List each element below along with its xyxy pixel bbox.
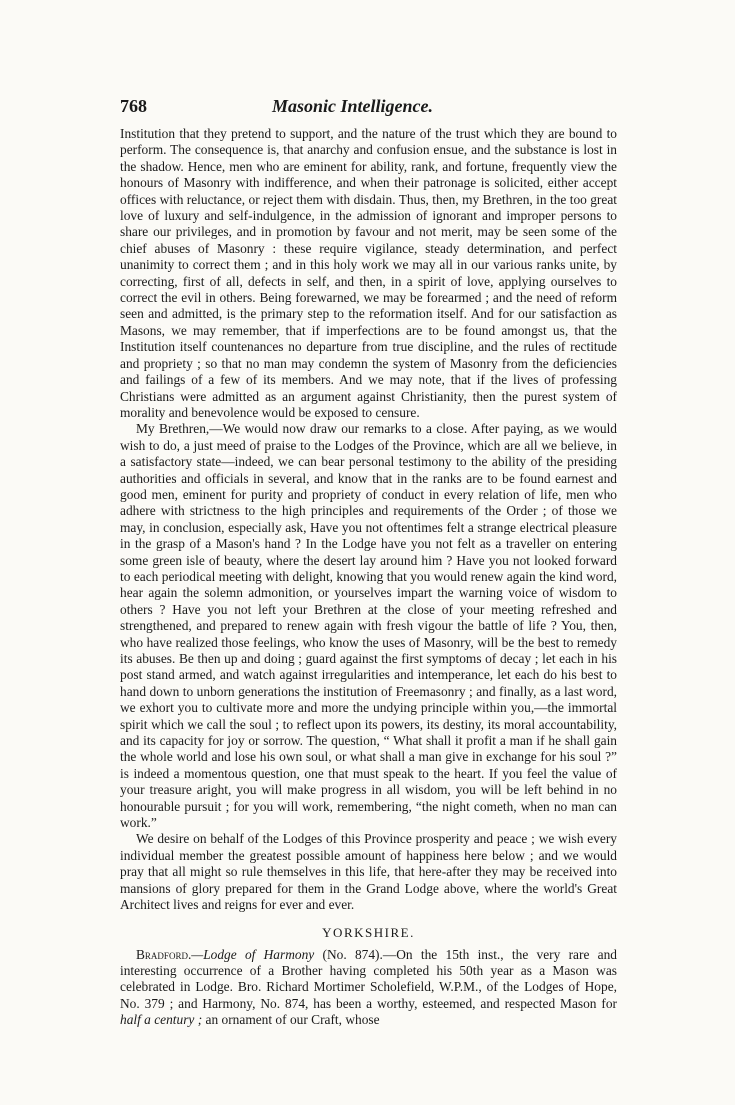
bradford-paragraph — [120, 947, 617, 1029]
bradford-text-1: (No. 874).—On the 15th inst., the very rare and interesting occurrence of a Brother having completed his 50th year as a Mason was celebrated in Lodge. Bro. Richard Mortimer Scholefield, W.P.M., of the Lodges of Hope, No. 379 ; and Harmony, No. 874, has been a worthy, esteemed, and respected Mason for — [120, 946, 618, 1011]
page-number: 768 — [120, 96, 147, 116]
bradford-emphasis: half a century ; — [120, 1012, 203, 1028]
lodge-name: —Lodge of Harmony — [191, 946, 315, 962]
place-name: Bradford. — [136, 946, 192, 962]
article-body — [120, 126, 617, 1029]
running-head: Masonic Intelligence. — [272, 96, 433, 116]
paragraph-3: We desire on behalf of the Lodges of this Province prosperity and peace ; we wish every individual member the greatest possible amount of happiness here below ; and we would pray that all might so rule themselves in this life, that here-after they may be received into mansions of glory prepared for them in the Grand Lodge above, where the world's Great Architect lives and reigns for ever and ever. — [120, 831, 617, 913]
paragraph-1: Institution that they pretend to support, and the nature of the trust which they are bound to perform. The consequence is, that anarchy and confusion ensue, and the substance is lost in the shadow. Hence, men who are eminent for ability, rank, and fortune, frequently view the honours of Masonry with indifference, and when their patronage is solicited, either accept offices with reluctance, or reject them with disdain. Thus, then, my Brethren, in the too great love of luxury and self-indulgence, in the admission of ignorant and improper persons to share our privileges, and in promotion by favour and not merit, may be seen some of the chief abuses of Masonry : these require vigilance, steady determination, and perfect unanimity to correct them ; and in this holy work we may all in our various ranks unite, by correcting, first of all, defects in self, and then, in a spirit of love, applying ourselves to correct the evil in others. Being forewarned, we may be forearmed ; and the need of reform seen and admitted, is the primary step to the reformation itself. And for our satisfaction as Masons, we may remember, that if imperfections are to be found amongst us, that the Institution itself countenances no departure from true discipline, and the rules of rectitude and propriety ; so that no man may condemn the system of Masonry from the deficiencies and failings of a few of its members. And we may note, that if the lives of professing Christians were admitted as an argument against Christianity, then the purest system of morality and benevolence would be exposed to censure. — [120, 126, 617, 420]
paragraph-2: My Brethren,—We would now draw our remarks to a close. After paying, as we would wish to do, a just meed of praise to the Lodges of the Province, which are all we believe, in a satisfactory state—indeed, we can bear personal testimony to the ability of the presiding authorities and officials in several, and know that in the ranks are to be found earnest and good men, eminent for purity and propriety of conduct in every relation of life, men who adhere with strictness to the high principles and requirements of the Order ; of those we may, in conclusion, especially ask, Have you not oftentimes felt a strange electrical pleasure in the grasp of a Mason's hand ? In the Lodge have you not felt as a traveller on entering some green isle of beauty, where the desert lay around him ? Have you not looked forward to each periodical meeting with delight, knowing that you would renew again the kind word, hear again the solemn admonition, or yourselves impart the warning voice of wisdom to others ? Have you not left your Brethren at the close of your meeting refreshed and strengthened, and prepared to renew again with fresh vigour the battle of life ? You, then, who have realized those feelings, who know the uses of Masonry, will be the best to remedy its abuses. Be then up and doing ; guard against the first symptoms of decay ; let each in his post stand armed, and watch against irregularities and intemperance, let each do his best to hand down to unborn generations the institution of Freemasonry ; and finally, as a last word, we exhort you to cultivate more and more the undying principle within you,—the immortal spirit which we call the soul ; to reflect upon its powers, its destiny, its moral accountability, and its capacity for joy or sorrow. The question, “ What shall it profit a man if he shall gain the whole world and lose his own soul, or what shall a man give in exchange for his soul ?” is indeed a momentous question, one that must speak to the heart. If you feel the value of your treasure aright, you will make progress in all wisdom, you will be left behind in no honourable pursuit ; for you will work, remembering, “the night cometh, when no man can work.” — [120, 421, 617, 831]
page-header — [120, 96, 617, 122]
section-heading: YORKSHIRE. — [322, 924, 415, 940]
bradford-text-2: an ornament of our Craft, whose — [202, 1012, 380, 1028]
